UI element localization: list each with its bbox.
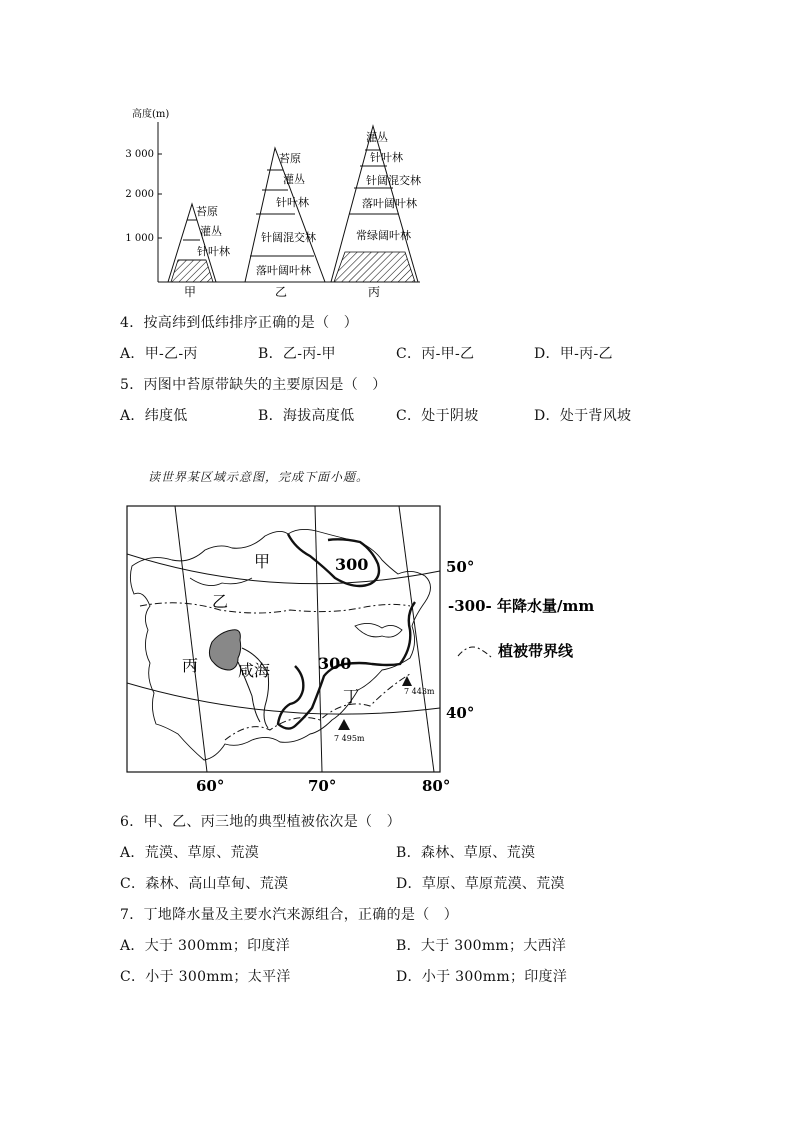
peak-7443-icon (402, 676, 412, 686)
yi-band-mixed: 针阔混交林 (261, 231, 316, 244)
q5-option-d[interactable]: D．处于背风坡 (534, 408, 632, 424)
y-tick-3000: 3 000 (125, 149, 154, 160)
q7-option-d[interactable]: D．小于 300mm；印度洋 (396, 969, 568, 985)
label-bing: 丙 (182, 656, 199, 675)
q6-option-c[interactable]: C．森林、高山草甸、荒漠 (120, 876, 289, 892)
jia-band-shrub: 灌丛 (200, 225, 222, 238)
q6-option-a[interactable]: A．荒漠、草原、荒漠 (120, 845, 260, 861)
meridian-80 (399, 506, 434, 772)
label-isohyet-south: 300 (318, 654, 352, 673)
label-aral-sea: 咸海 (238, 661, 271, 680)
jia-band-tundra: 苔原 (196, 205, 218, 218)
y-tick-1000: 1 000 (125, 233, 154, 244)
bing-band-evergreen: 常绿阔叶林 (356, 229, 411, 242)
vegetation-boundary-south (225, 674, 410, 740)
bing-band-conifer: 针叶林 (370, 151, 403, 164)
jia-band-conifer: 针叶林 (197, 245, 230, 258)
yi-band-deciduous: 落叶阔叶林 (256, 264, 311, 277)
q7-option-b[interactable]: B．大于 300mm；大西洋 (396, 938, 567, 954)
q6-stem: 6．甲、乙、丙三地的典型植被依次是（ ） (120, 814, 401, 830)
label-yi: 乙 (212, 592, 229, 611)
vegetation-boundary-north (140, 603, 410, 613)
q5-option-b[interactable]: B．海拔高度低 (258, 408, 355, 424)
mountain-yi-label: 乙 (275, 285, 288, 299)
yi-band-shrub: 灌丛 (283, 173, 305, 186)
mountain-bing-label: 丙 (368, 285, 381, 299)
q5-option-c[interactable]: C．处于阴坡 (396, 408, 479, 424)
mountain-jia (168, 204, 230, 299)
yi-band-conifer: 针叶林 (276, 196, 309, 209)
q5-stem: 5．丙图中苔原带缺失的主要原因是（ ） (120, 377, 387, 393)
region-map (120, 498, 640, 798)
lon-70: 70° (308, 777, 337, 795)
y-tick-2000: 2 000 (125, 189, 154, 200)
mountain-bing (331, 126, 421, 299)
lat-50: 50° (446, 558, 475, 576)
lat-40: 40° (446, 704, 475, 722)
peak-7495-icon (338, 719, 350, 730)
legend-vegetation-symbol (458, 647, 492, 658)
bing-band-shrub: 灌丛 (366, 131, 388, 144)
bing-band-deciduous: 落叶阔叶林 (362, 197, 417, 210)
legend-vegetation-boundary: 植被带界线 (498, 642, 574, 660)
q5-option-a[interactable]: A．纬度低 (120, 408, 188, 424)
peak-7443-label: 7 443m (404, 687, 435, 696)
intro-text: 读世界某区域示意图，完成下面小题。 (148, 470, 370, 484)
mountain-jia-label: 甲 (184, 285, 197, 299)
y-axis-label: 高度(m) (132, 109, 170, 120)
legend-precipitation: -300- 年降水量/mm (448, 597, 595, 615)
q7-stem: 7．丁地降水量及主要水汽来源组合，正确的是（ ） (120, 907, 459, 923)
lon-60: 60° (196, 777, 225, 795)
q7-option-c[interactable]: C．小于 300mm；太平洋 (120, 969, 291, 985)
peak-7495-label: 7 495m (334, 734, 365, 743)
yi-band-tundra: 苔原 (279, 152, 301, 165)
label-jia: 甲 (254, 552, 271, 571)
meridian-60 (175, 506, 207, 772)
mountain-zone-figure (120, 100, 430, 300)
aral-sea (209, 630, 240, 670)
bing-band-mixed: 针阔混交林 (366, 174, 421, 187)
q6-option-b[interactable]: B．森林、草原、荒漠 (396, 845, 536, 861)
parallel-50 (127, 554, 440, 584)
q7-option-a[interactable]: A．大于 300mm；印度洋 (120, 938, 291, 954)
q4-option-d[interactable]: D．甲-丙-乙 (534, 346, 613, 362)
q6-option-d[interactable]: D．草原、草原荒漠、荒漠 (396, 876, 565, 892)
label-isohyet-north: 300 (335, 555, 369, 574)
q4-option-a[interactable]: A．甲-乙-丙 (120, 346, 198, 362)
q4-option-c[interactable]: C．丙-甲-乙 (396, 346, 475, 362)
q4-option-b[interactable]: B．乙-丙-甲 (258, 346, 336, 362)
mountain-yi (245, 148, 325, 299)
label-ding: 丁 (343, 687, 360, 706)
lon-80: 80° (422, 777, 451, 795)
q4-stem: 4．按高纬到低纬排序正确的是（ ） (120, 315, 359, 331)
